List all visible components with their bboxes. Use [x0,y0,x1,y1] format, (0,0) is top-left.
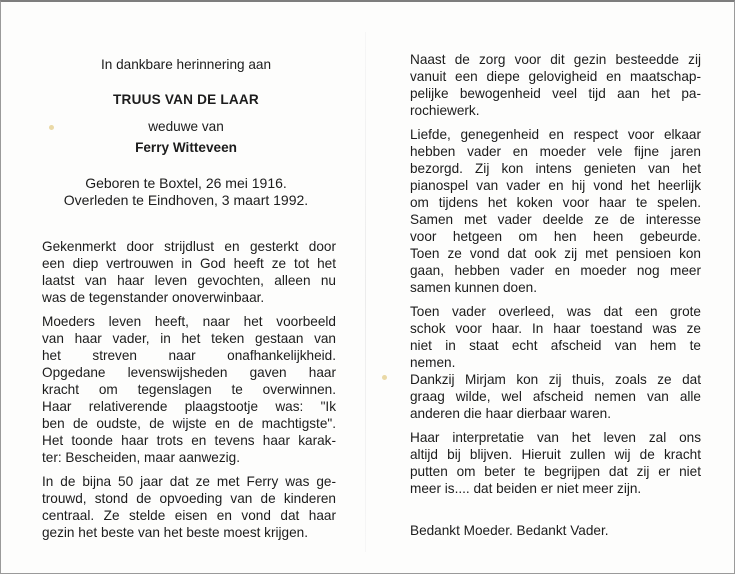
text-line: trouwd, stond de opvoeding van de kinderen [42,491,336,506]
text-line: putten om beter te begrijpen dat zij er niet [410,464,701,479]
text-line: In de bijna 50 jaar dat ze met Ferry was ge- [42,474,336,489]
paragraph [410,126,701,296]
text-line: laatst van haar leven gevochten, alleen nu [42,273,336,288]
paragraph-gap [42,466,336,473]
text-line: Haar interpretatie van het leven zal ons [410,430,701,445]
text-line: ben de oudste, de wijste en de machtigste". [42,416,336,431]
text-line: kracht om tegenslagen te overwinnen. [42,382,336,397]
text-line: Toen ze vond dat ook zij met pensioen kon [410,246,701,261]
paragraph [42,313,336,466]
birth-line: Geboren te Boxtel, 26 mei 1916. [85,175,287,191]
speck-mark [382,375,387,380]
text-line: pianospel van vader en hij vond het heerlijk [410,178,701,193]
intro-line: In dankbare herinnering aan [100,57,272,72]
text-line: centraal. Ze stelde eisen en vond dat haar [42,508,336,523]
text-line: vanuit een diepe gelovigheid en maatschap- [410,69,701,84]
paragraph [410,51,701,119]
text-line: was de tegenstander onoverwinbaar. [42,290,265,305]
deceased-name: TRUUS VAN DE LAAR [113,92,259,107]
text-line: voor hetgeen om hen heen gebeurde. [410,229,701,244]
paragraph-gap [42,306,336,313]
text-line: gezin het beste van het beste moest krijgen. [42,525,308,540]
spouse-name: Ferry Witteveen [135,140,237,155]
text-line: hebben vader en moeder vele fijne jaren [410,144,701,159]
text-line: Haar relativerende plaagstootje was: "Ik [42,399,336,414]
death-line: Overleden te Eindhoven, 3 maart 1992. [63,192,309,208]
closing-line: Bedankt Moeder. Bedankt Vader. [410,523,609,538]
text-line: Naast de zorg voor dit gezin besteedde zij [410,52,701,67]
paragraph [410,429,701,497]
text-line: graag wilde, wel afscheid nemen van alle [410,389,701,404]
widow-of-line: weduwe van [148,119,224,134]
text-line: Toen vader overleed, was dat een grote [410,304,701,319]
fold-line [365,32,366,552]
text-line: samen kunnen doen. [410,280,537,295]
left-text-column [42,238,336,541]
text-line: Dankzij Mirjam kon zij thuis, zoals ze dat [410,372,701,387]
text-line: om tijdens het koken voor haar te spelen. [410,195,701,210]
paragraph [42,238,336,306]
text-line: meer is.... dat beiden er niet meer zijn. [410,481,642,496]
text-line: anderen die haar dierbaar waren. [410,406,612,421]
text-line: Opgedane levenswijsheden gaven haar [42,365,336,380]
right-text-column [410,51,701,497]
paragraph [42,473,336,541]
text-line: altijd bij blijven. Hieruit zullen wij de kracht [410,447,701,462]
text-line: schok voor haar. In haar toestand was ze [410,321,701,336]
text-line: nemen. [410,355,456,370]
text-line: Samen met vader deelde ze de interesse [410,212,701,227]
paragraph-gap [410,422,701,429]
text-line: pelijke bewogenheid veel tijd aan het pa- [410,86,701,101]
text-line: een diep vertrouwen in God heeft ze tot het [42,256,336,271]
paragraph-gap [410,296,701,303]
text-line: Moeders leven heeft, naar het voorbeeld [42,314,336,329]
text-line: Het toonde haar trots en tevens haar karak- [42,433,336,448]
paragraph [410,303,701,422]
text-line: gaan, hebben vader en moeder nog meer [410,263,701,278]
text-line: Gekenmerkt door strijdlust en gesterkt door [42,239,336,254]
speck-mark [49,125,54,130]
text-line: rochiewerk. [410,103,480,118]
text-line: Liefde, genegenheid en respect voor elkaar [410,127,701,142]
text-line: niet in staat echt afscheid van hem te [410,338,701,353]
text-line: van haar vader, in het teken gestaan van [42,331,336,346]
text-line: bezorgd. Zij kon intens genieten van het [410,161,701,176]
text-line: het streven naar onafhankelijkheid. [42,348,336,363]
text-line: ter: Bescheiden, maar aanwezig. [42,450,240,465]
paragraph-gap [410,119,701,126]
